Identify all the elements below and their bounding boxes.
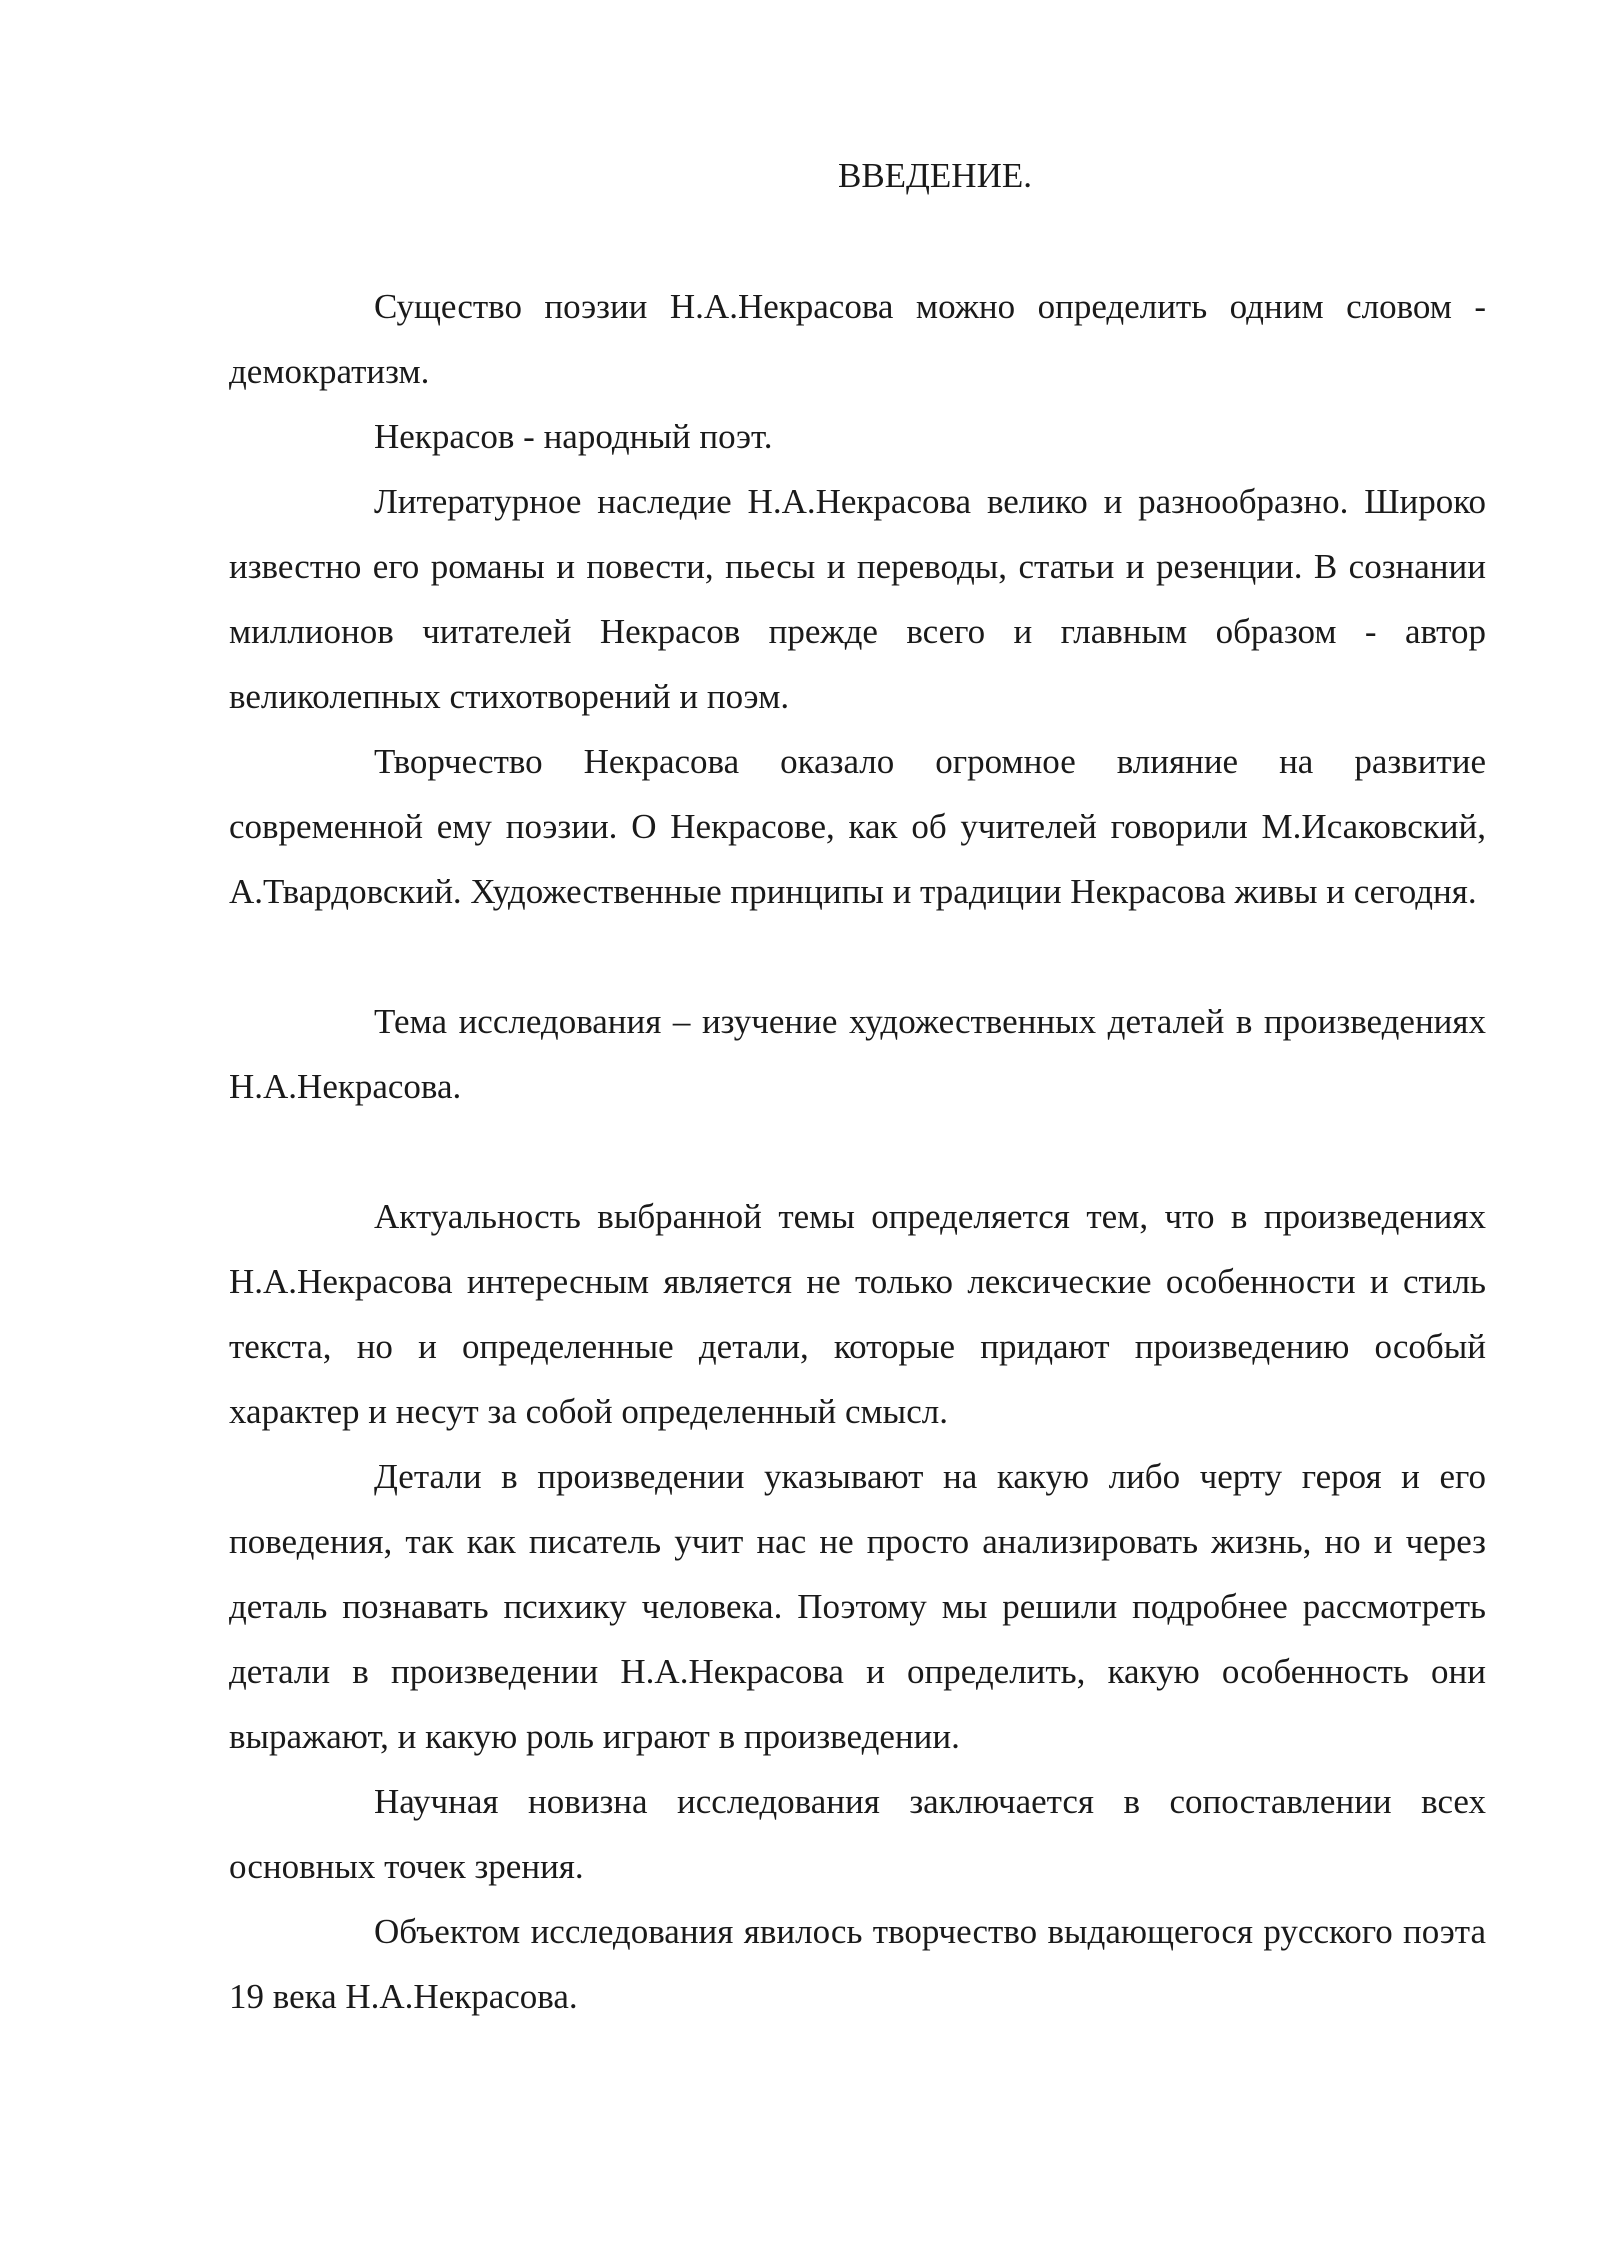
paragraph-essence: Существо поэзии Н.А.Некрасова можно определить одним словом - демократизм.	[229, 287, 1486, 391]
paragraph-details: Детали в произведении указывают на какую либо черту героя и его поведения, так как писатель учит нас не просто анализировать жизнь, но и через деталь познавать психику человека. Поэтому мы решили подробнее рассмотреть детали в произведении Н.А.Некрасова и определить, какую особенность они выражают, и какую роль играют в произведении.	[229, 1457, 1486, 1756]
blank-line	[229, 924, 1486, 989]
paragraph-research-topic: Тема исследования – изучение художественных деталей в произведениях Н.А.Некрасова.	[229, 1002, 1486, 1106]
paragraph-influence: Творчество Некрасова оказало огромное влияние на развитие современной ему поэзии. О Некрасове, как об учителей говорили М.Исаковский, А.Твардовский. Художественные принципы и традиции Некрасова живы и сегодня.	[229, 742, 1486, 911]
paragraph-folk-poet: Некрасов - народный поэт.	[374, 417, 773, 456]
paragraph-object: Объектом исследования явилось творчество выдающегося русского поэта 19 века Н.А.Некрасова.	[229, 1912, 1486, 2016]
blank-line	[229, 1119, 1486, 1184]
document-body	[229, 274, 1486, 2029]
page-title: ВВЕДЕНИЕ.	[837, 156, 1032, 195]
paragraph-relevance: Актуальность выбранной темы определяется тем, что в произведениях Н.А.Некрасова интересным является не только лексические особенности и стиль текста, но и определенные детали, которые придают произведению особый характер и несут за собой определенный смысл.	[229, 1197, 1486, 1431]
paragraph-novelty: Научная новизна исследования заключается в сопоставлении всех основных точек зрения.	[229, 1782, 1486, 1886]
paragraph-literary-heritage: Литературное наследие Н.А.Некрасова велико и разнообразно. Широко известно его романы и повести, пьесы и переводы, статьи и резенции. В сознании миллионов читателей Некрасов прежде всего и главным образом - автор великолепных стихотворений и поэм.	[229, 482, 1486, 716]
